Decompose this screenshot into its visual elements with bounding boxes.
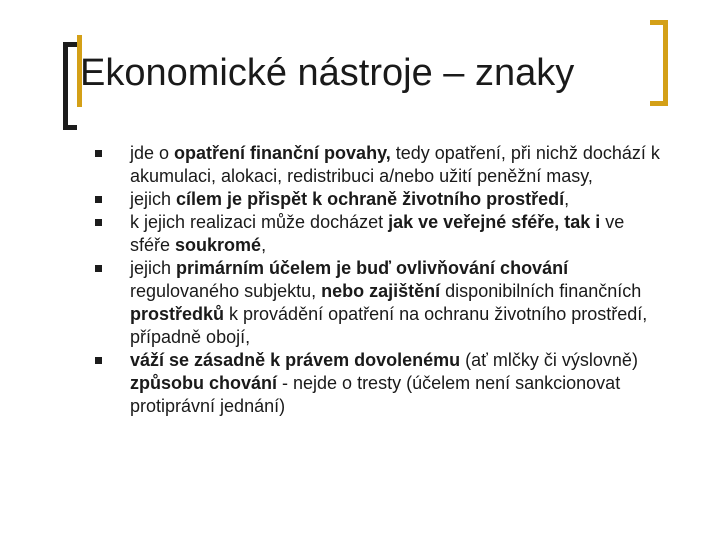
bullet-text: disponibilních finančních (440, 281, 642, 301)
square-bullet-icon (95, 196, 102, 203)
bullet-text-bold: způsobu chování (130, 373, 278, 393)
bullet-text-bold: soukromé (175, 235, 262, 255)
bullet-text: jejich (130, 258, 177, 278)
square-bullet-icon (95, 150, 102, 157)
bullet-text-bold: nebo zajištění (321, 281, 441, 301)
bullet-item (95, 257, 665, 349)
bullet-text: - nejde o tresty (účelem není sankcionovat protiprávní jednání) (130, 373, 621, 416)
bullet-text: , (564, 189, 570, 209)
left-bracket-decoration (63, 42, 77, 130)
bullet-item (95, 349, 665, 418)
bullet-text: ve sféře (130, 212, 625, 255)
bullet-item (95, 188, 665, 211)
bullet-item (95, 211, 665, 257)
bullet-text: jejich (130, 189, 177, 209)
right-gold-bracket-decoration (650, 20, 668, 106)
bullet-text: (ať mlčky či výslovně) (460, 350, 638, 370)
square-bullet-icon (95, 357, 102, 364)
bullet-text-bold: opatření finanční povahy, (174, 143, 391, 163)
bullet-text-bold: cílem je přispět k ochraně životního prostředí (176, 189, 565, 209)
bullet-text: jde o (130, 143, 175, 163)
bullet-text: k provádění opatření na ochranu životního prostředí, případně obojí, (130, 304, 648, 347)
bullet-list (95, 142, 665, 418)
bullet-text: tedy opatření, při nichž dochází k akumulaci, alokaci, redistribuci a/nebo užití peněžní masy, (130, 143, 660, 186)
slide-title: Ekonomické nástroje – znaky (80, 52, 575, 94)
bullet-text-bold: primárním účelem je buď ovlivňování chování (176, 258, 569, 278)
bullet-text-bold: prostředků (130, 304, 225, 324)
bullet-item (95, 142, 665, 188)
bullet-text: , (261, 235, 267, 255)
bullet-text: regulovaného subjektu, (130, 281, 322, 301)
bullet-text-bold: váží se zásadně k právem dovolenému (130, 350, 461, 370)
square-bullet-icon (95, 219, 102, 226)
square-bullet-icon (95, 265, 102, 272)
bullet-text-bold: jak ve veřejné sféře, tak i (388, 212, 601, 232)
bullet-text: k jejich realizaci může docházet (130, 212, 389, 232)
